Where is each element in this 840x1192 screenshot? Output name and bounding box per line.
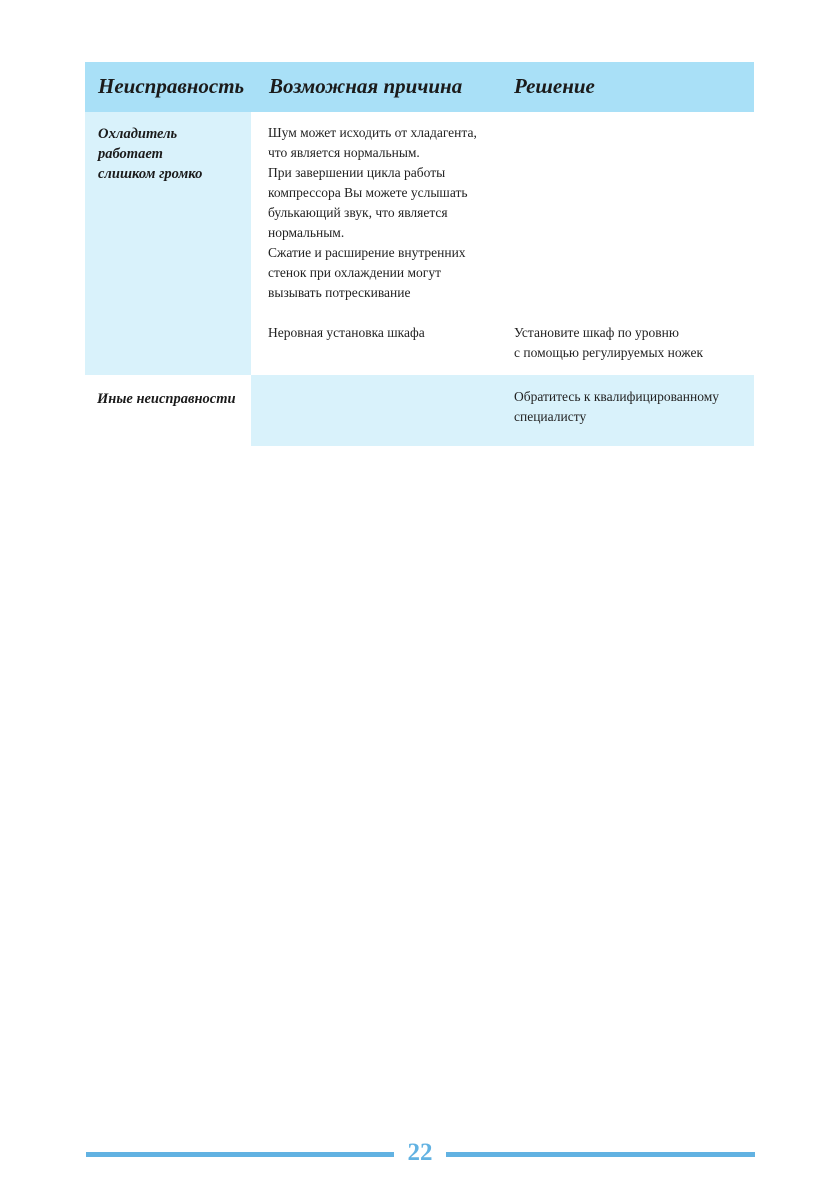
table-row [85,375,754,446]
solution-contact-specialist: Обратитесь к квалифицированному специалисту [514,389,719,424]
solution-level-cabinet: Установите шкаф по уровню с помощью регулируемых ножек [514,325,703,360]
cause-refrigerant-noise: Шум может исходить от хладагента, что является нормальным. При завершении цикла работы компрессора Вы можете услышать булькающий звук, что является нормальным. Сжатие и расширение внутренних стенок при охлаждении могут вызывать потрескивание [268,125,477,300]
header-cause: Возможная причина [269,74,463,98]
header-solution: Решение [514,74,595,98]
footer-line-right [446,1152,755,1157]
page-number: 22 [407,1139,433,1166]
troubleshooting-table [85,62,754,446]
table-header [85,62,754,112]
table-row [85,112,754,375]
fault-loud-cooler: Охладитель работает слишком громко [98,126,203,182]
cause-uneven-install: Неровная установка шкафа [268,325,425,340]
footer-line-left [86,1152,394,1157]
header-fault: Неисправность [98,74,245,98]
fault-other: Иные неисправности [97,391,236,407]
